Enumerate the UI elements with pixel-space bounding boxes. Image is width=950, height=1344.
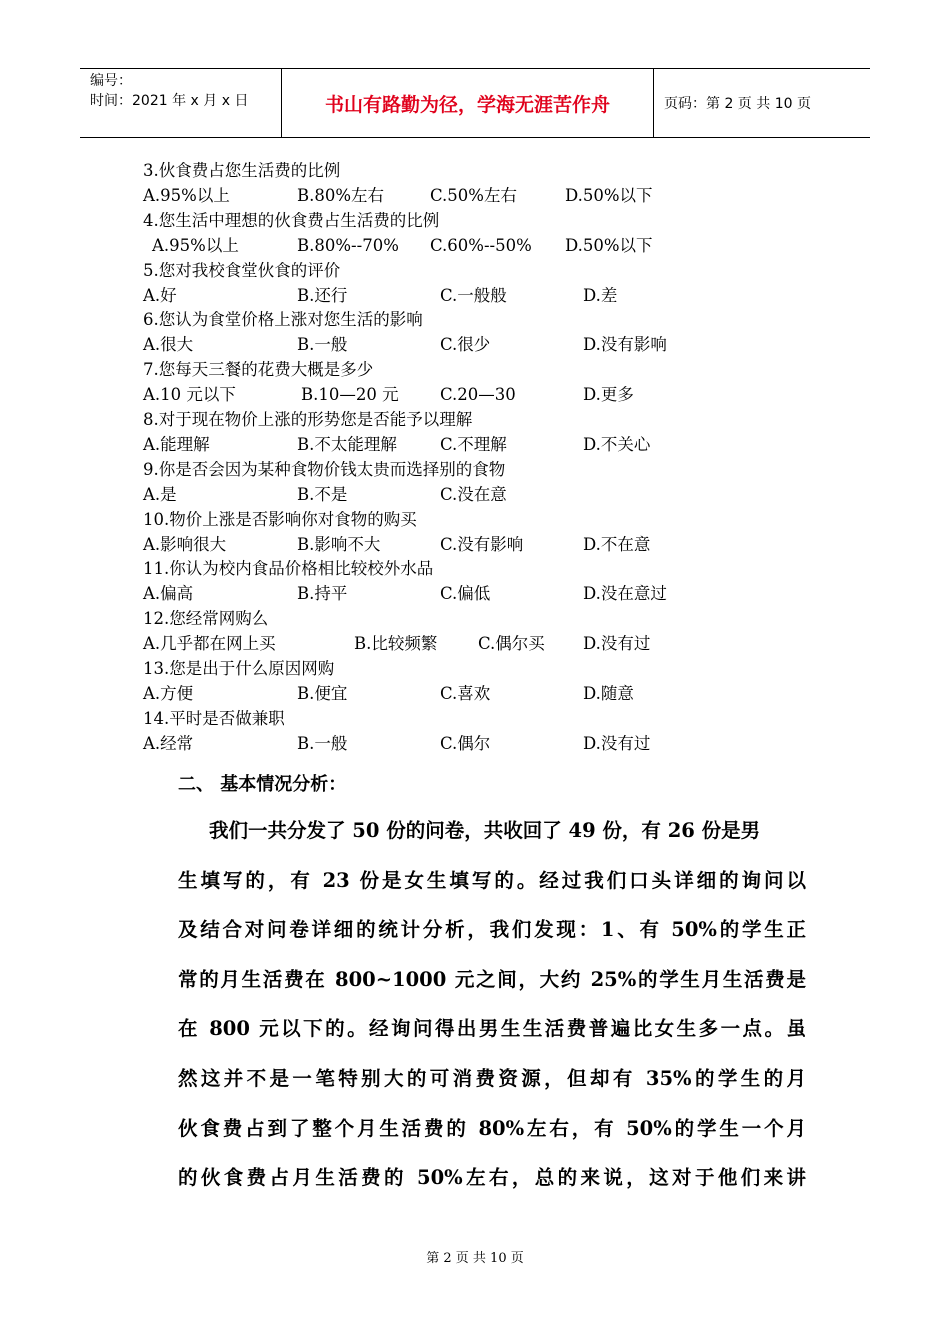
question-option: A.偏高 — [143, 584, 194, 604]
question-option: A.影响很大 — [143, 534, 227, 554]
paragraph-line: 然这并不是一笔特别大的可消费资源，但却有 35%的学生的月 — [178, 1067, 806, 1090]
question-option: C.60%--50% — [430, 235, 532, 255]
paragraph-line: 伙食费占到了整个月生活费的 80%左右，有 50%的学生一个月 — [178, 1116, 806, 1140]
question-option: D.50%以下 — [565, 235, 653, 255]
question-option: A.方便 — [143, 684, 194, 703]
question-option: C.一般般 — [440, 285, 507, 305]
header-meta — [80, 69, 280, 137]
question-option: B.不太能理解 — [297, 435, 397, 454]
question-option: B.一般 — [297, 733, 348, 753]
question-option: A.是 — [143, 484, 177, 504]
question-option: C.偏低 — [440, 584, 491, 604]
question-title: 6.您认为食堂价格上涨对您生活的影响 — [143, 310, 423, 330]
paragraph-line: 我们一共分发了 50 份的问卷，共收回了 49 份，有 26 份是男 — [209, 819, 761, 842]
question-option: C.50%左右 — [430, 186, 517, 205]
question-option: A.10 元以下 — [143, 385, 236, 405]
question-option: B.便宜 — [297, 684, 348, 703]
question-option: C.偶尔 — [440, 733, 491, 753]
section-title: 二、 基本情况分析： — [178, 774, 347, 795]
question-option: D.没有过 — [583, 733, 651, 753]
header-motto: 书山有路勤为径，学海无涯苦作舟 — [324, 93, 610, 116]
question-option: A.95%以上 — [152, 235, 239, 255]
question-option: A.好 — [143, 285, 177, 305]
question-option: C.没在意 — [440, 484, 507, 504]
question-option: D.没有影响 — [583, 335, 667, 355]
header-divider — [653, 69, 654, 137]
question-option: D.没有过 — [583, 634, 651, 654]
question-option: B.10—20 元 — [301, 385, 399, 405]
question-title: 12.您经常网购么 — [143, 609, 269, 629]
question-option: A.经常 — [143, 733, 194, 753]
question-title: 8.对于现在物价上涨的形势您是否能予以理解 — [143, 410, 473, 429]
question-title: 3.伙食费占您生活费的比例 — [143, 161, 341, 180]
paragraph-line: 的伙食费占月生活费的 50%左右，总的来说，这对于他们来讲 — [178, 1166, 806, 1190]
paragraph-line: 在 800 元以下的。经询问得出男生生活费普遍比女生多一点。虽 — [178, 1017, 806, 1041]
question-option: C.很少 — [440, 335, 491, 355]
page-footer: 第 2 页 共 10 页 — [426, 1251, 524, 1266]
time-label: 时间：2021 年 x 月 x 日 — [90, 93, 249, 109]
question-option: D.差 — [583, 285, 618, 305]
question-title: 13.您是出于什么原因网购 — [143, 659, 335, 678]
question-option: B.80%左右 — [297, 186, 385, 205]
paragraph-line: 常的月生活费在 800~1000 元之间，大约 25%的学生月生活费是 — [178, 967, 806, 991]
question-option: B.影响不大 — [297, 534, 381, 554]
question-option: B.比较频繁 — [354, 634, 438, 654]
question-option: B.80%--70% — [297, 235, 399, 255]
question-title: 11.你认为校内食品价格相比较校外水品 — [143, 559, 434, 579]
question-option: D.随意 — [583, 684, 634, 703]
question-option: C.20—30 — [440, 385, 516, 405]
question-option: B.一般 — [297, 335, 348, 355]
question-option: A.几乎都在网上买 — [143, 634, 276, 654]
paragraph-line: 生填写的，有 23 份是女生填写的。经过我们口头详细的询问以 — [178, 868, 806, 892]
number-label: 编号： — [90, 73, 132, 89]
question-option: B.持平 — [297, 584, 348, 604]
question-option: A.很大 — [143, 335, 194, 355]
question-option: C.偶尔买 — [478, 634, 545, 654]
page-header — [80, 68, 870, 138]
question-option: D.没在意过 — [583, 584, 667, 604]
header-page-number: 页码：第 2 页 共 10 页 — [664, 96, 811, 112]
question-title: 7.您每天三餐的花费大概是多少 — [143, 360, 374, 380]
question-title: 14.平时是否做兼职 — [143, 708, 285, 728]
question-option: D.不关心 — [583, 435, 651, 454]
question-option: A.能理解 — [143, 435, 210, 454]
question-option: D.不在意 — [583, 534, 651, 554]
question-option: C.不理解 — [440, 435, 507, 454]
question-title: 9.你是否会因为某种食物价钱太贵而选择别的食物 — [143, 459, 506, 479]
paragraph-line: 及结合对问卷详细的统计分析，我们发现：1、有 50%的学生正 — [178, 918, 806, 942]
question-option: C.喜欢 — [440, 684, 491, 703]
question-option: B.还行 — [297, 285, 348, 305]
question-title: 10.物价上涨是否影响你对食物的购买 — [143, 509, 417, 529]
question-option: B.不是 — [297, 484, 348, 504]
question-option: D.50%以下 — [565, 186, 653, 205]
question-title: 4.您生活中理想的伙食费占生活费的比例 — [143, 210, 440, 230]
question-title: 5.您对我校食堂伙食的评价 — [143, 260, 341, 280]
question-option: C.没有影响 — [440, 534, 524, 554]
question-option: A.95%以上 — [143, 186, 230, 205]
question-option: D.更多 — [583, 385, 634, 405]
